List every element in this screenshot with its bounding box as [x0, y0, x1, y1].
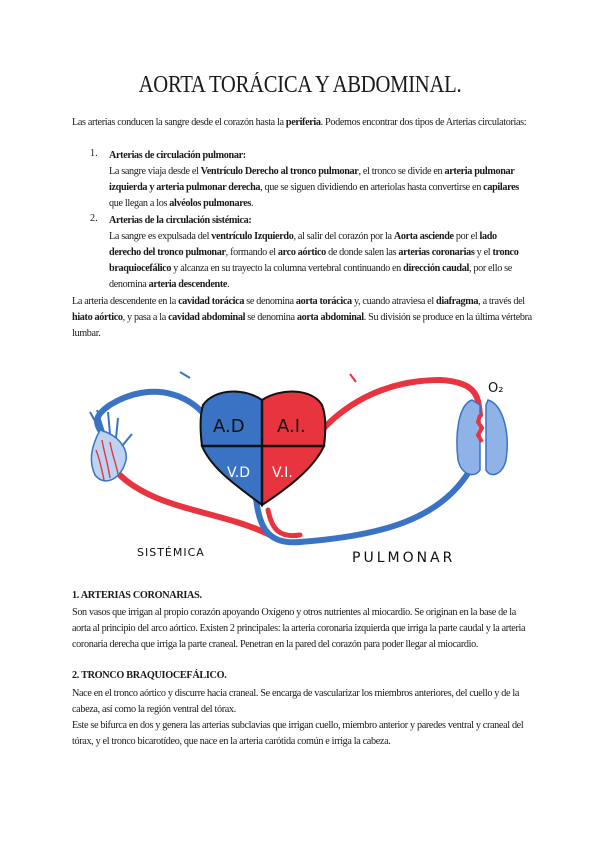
section-heading-coronarias: 1. ARTERIAS CORONARIAS.	[72, 590, 202, 601]
label-pulmonar: PULMONAR	[352, 550, 456, 566]
label-o2: O₂	[488, 381, 504, 396]
section-body-braquiocefalico-2: Este se bifurca en dos y genera las arterias subclavias que irrigan cuello, miembro anterior y paredes ventral y craneal del tórax, y el tronco bicarotídeo, que nace en la arteria carótida común e irriga la cabeza.	[72, 720, 524, 747]
page-title: AORTA TORÁCICA Y ABDOMINAL.	[138, 72, 462, 98]
list-item-pulmonar: Arterias de circulación pulmonar: La sangre viaja desde el Ventrículo Derecho al tronco pulmonar, el tronco se divide en arteria pulmonar izquierda y arteria pulmonar derecha, que se siguen dividiendo en arteriolas hasta convertirse en capilares que llegan a los alvéolos pulmonares.	[109, 150, 519, 209]
label-sistemica: SISTÉMICA	[137, 546, 205, 559]
label-vd: V.D	[227, 465, 251, 481]
aorta-descending	[268, 510, 300, 536]
list-number-2: 2.	[90, 213, 98, 224]
label-ad: A.D	[213, 416, 245, 437]
section-body-braquiocefalico-1: Nace en el tronco aórtico y discurre hacia craneal. Se encarga de vascularizar los miembros anteriores, del cuello y de la cabeza, así como la región ventral del tórax.	[72, 688, 520, 715]
circulation-diagram	[0, 360, 600, 580]
label-vi: V.I.	[272, 465, 293, 481]
pulmonary-vein-upper	[322, 380, 480, 430]
label-ai: A.I.	[277, 416, 306, 437]
list-number-1: 1.	[90, 148, 98, 159]
section-body-coronarias: Son vasos que irrigan al propio corazón apoyando Oxígeno y otros nutrientes al miocardio. Se originan en la base de la aorta al principio del arco aórtico. Existen 2 principales: la arteria coronaria izquierda que irriga la parte caudal y la arteria coronaria derecha que irriga la parte craneal. Penetran en la pared del corazón para poder llegar al miocardio.	[72, 607, 526, 650]
section-heading-braquiocefalico: 2. TRONCO BRAQUIOCEFÁLICO.	[72, 670, 227, 681]
list-item-sistemica: Arterias de la circulación sistémica: La sangre es expulsada del ventrículo Izquierdo, al salir del corazón por la Aorta asciende por el lado derecho del tronco pulmonar, formando el arco aórtico de donde salen las arterias coronarias y el tronco braquiocefálico y alcanza en su trayecto la columna vertebral continuando en dirección caudal, por ello se denomina arteria descendente.	[109, 215, 519, 290]
aorta-paragraph: La arteria descendente en la cavidad torácica se denomina aorta torácica y, cuando atraviesa el diafragma, a través del hiato aórtico, y pasa a la cavidad abdominal se denomina aorta abdominal. Su división se produce en la última vértebra lumbar.	[72, 296, 532, 339]
heart	[201, 392, 326, 505]
intro-paragraph: Las arterias conducen la sangre desde el corazón hasta la periferia. Podemos encontrar dos tipos de Arterias circulatorias:	[72, 117, 527, 128]
